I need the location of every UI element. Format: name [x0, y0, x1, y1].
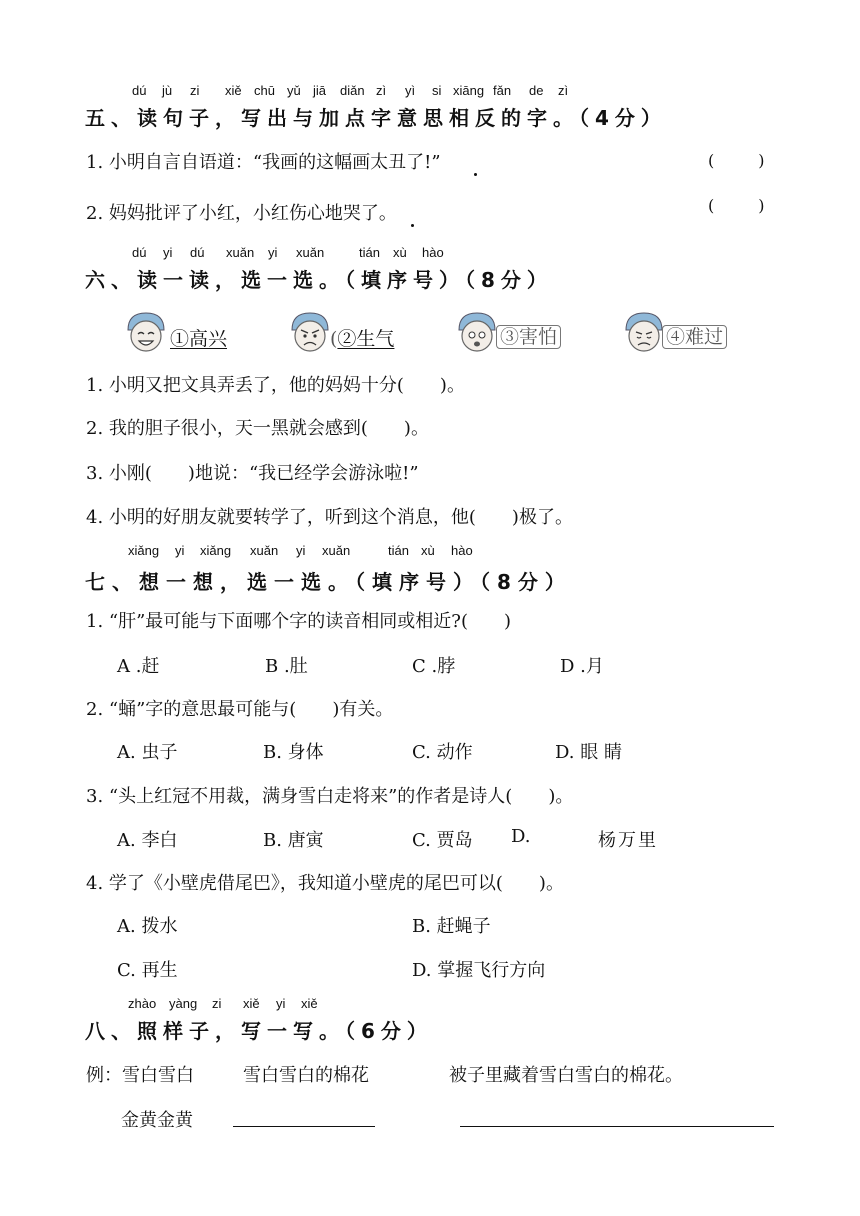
section6-heading: 六、读一读，选一选。（填序号）（8分）	[85, 268, 553, 292]
pinyin-syllable: hào	[451, 543, 473, 558]
section6-pinyin	[0, 245, 860, 261]
scared-face-icon	[455, 310, 499, 354]
s7-q4-option-b[interactable]: B. 赶蝇子	[412, 916, 491, 937]
s7-question-3: 3. “头上红冠不用裁，满身雪白走将来”的作者是诗人( )。	[86, 786, 574, 807]
pinyin-syllable: xiāng	[453, 83, 485, 98]
pinyin-syllable: xiě	[243, 996, 260, 1011]
pinyin-syllable: jù	[162, 83, 173, 98]
s7-q3-option-d-text: 杨万里	[598, 830, 658, 851]
s7-q2-option-b[interactable]: B. 身体	[263, 742, 324, 763]
section8-heading: 八、照样子，写一写。（6分）	[85, 1019, 433, 1043]
pinyin-syllable: yi	[163, 245, 173, 260]
pinyin-syllable: xù	[421, 543, 435, 558]
emotion-text: ①高兴	[170, 328, 228, 350]
pinyin-syllable: yǔ	[287, 83, 301, 98]
pinyin-syllable: xiě	[301, 996, 318, 1011]
s7-q3-option-d[interactable]: D.	[511, 826, 531, 847]
angry-face-icon	[288, 310, 332, 354]
pinyin-syllable: tián	[359, 245, 380, 260]
pinyin-syllable: chū	[254, 83, 275, 98]
pinyin-syllable: xiě	[225, 83, 242, 98]
s7-q2-option-a[interactable]: A. 虫子	[117, 742, 178, 763]
pinyin-syllable: dú	[132, 83, 147, 98]
section5-heading: 五、读句子，写出与加点字意思相反的字。（4分）	[85, 106, 667, 130]
pinyin-syllable: yi	[276, 996, 286, 1011]
s7-q3-option-c[interactable]: C. 贾岛	[412, 830, 473, 851]
pinyin-syllable: zì	[376, 83, 387, 98]
s5-question-2: 2. 妈妈批评了小红，小红伤心地哭了。	[86, 203, 397, 224]
s7-question-4: 4. 学了《小壁虎借尾巴》，我知道小壁虎的尾巴可以( )。	[86, 873, 564, 894]
s7-q2-option-d[interactable]: D. 眼 睛	[555, 742, 622, 763]
pinyin-syllable: yi	[175, 543, 185, 558]
pinyin-syllable: fǎn	[493, 83, 512, 98]
pinyin-syllable: xuǎn	[322, 543, 351, 558]
s7-question-2: 2. “蛹”字的意思最可能与( )有关。	[86, 699, 394, 720]
pinyin-syllable: yi	[268, 245, 278, 260]
emotion-label-scared	[496, 322, 561, 349]
emphasis-dot	[411, 224, 414, 227]
s7-q4-option-d[interactable]: D. 掌握飞行方向	[412, 960, 546, 981]
pinyin-syllable: hào	[422, 245, 444, 260]
s5-answer-blank-2[interactable]: ( )	[708, 196, 769, 215]
pinyin-syllable: tián	[388, 543, 409, 558]
happy-face-icon	[124, 310, 168, 354]
s6-question-3: 3. 小刚( )地说：“我已经学会游泳啦!”	[86, 463, 419, 484]
s6-question-1: 1. 小明又把文具弄丢了，他的妈妈十分( )。	[86, 375, 465, 396]
emotion-label-sad	[662, 322, 727, 349]
pinyin-syllable: zì	[558, 83, 569, 98]
emotion-text: ②生气	[337, 328, 395, 350]
s7-q4-option-c[interactable]: C. 再生	[117, 960, 178, 981]
pinyin-syllable: yì	[405, 83, 416, 98]
emotion-label-happy	[170, 324, 227, 351]
s5-question-1: 1. 小明自言自语道：“我画的这幅画太丑了!”	[86, 152, 441, 173]
pinyin-syllable: dú	[190, 245, 205, 260]
s7-q1-option-d[interactable]: D .月	[560, 656, 604, 677]
s7-q3-option-a[interactable]: A. 李白	[117, 830, 178, 851]
pinyin-syllable: zhào	[128, 996, 157, 1011]
s7-q1-option-c[interactable]: C .脖	[412, 656, 456, 677]
section8-pinyin	[0, 996, 860, 1012]
pinyin-syllable: xiǎng	[200, 543, 232, 558]
s5-answer-blank-1[interactable]: ( )	[708, 151, 769, 170]
s7-q3-option-b[interactable]: B. 唐寅	[263, 830, 324, 851]
pinyin-syllable: si	[432, 83, 442, 98]
pinyin-syllable: diǎn	[340, 83, 365, 98]
pinyin-syllable: xuǎn	[250, 543, 279, 558]
section5-pinyin	[0, 83, 860, 99]
sentence-answer-line[interactable]	[460, 1126, 774, 1127]
pinyin-syllable: yi	[296, 543, 306, 558]
pinyin-syllable: xiǎng	[128, 543, 160, 558]
s6-question-4: 4. 小明的好朋友就要转学了，听到这个消息，他( )极了。	[86, 507, 573, 528]
example-sentence: 被子里藏着雪白雪白的棉花。	[449, 1065, 683, 1086]
pinyin-syllable: zi	[190, 83, 200, 98]
s7-q2-option-c[interactable]: C. 动作	[412, 742, 473, 763]
s7-q1-option-a[interactable]: A .赶	[117, 656, 160, 677]
emotion-text: ③害怕	[496, 325, 561, 349]
s7-q4-option-a[interactable]: A. 拨水	[117, 916, 178, 937]
example-word: 例：雪白雪白	[86, 1065, 194, 1086]
pinyin-syllable: yàng	[169, 996, 198, 1011]
emphasis-dot	[474, 173, 477, 176]
pinyin-syllable: xuǎn	[226, 245, 255, 260]
emotion-text: ④难过	[662, 325, 727, 349]
example-phrase: 雪白雪白的棉花	[243, 1065, 369, 1086]
emotion-label-angry: (②生气	[330, 328, 395, 350]
s6-question-2: 2. 我的胆子很小，天一黑就会感到( )。	[86, 418, 429, 439]
section7-pinyin	[0, 543, 860, 559]
pinyin-syllable: jiā	[313, 83, 327, 98]
pinyin-syllable: dú	[132, 245, 147, 260]
section7-heading: 七、想一想，选一选。（填序号）（8分）	[85, 570, 572, 594]
sad-face-icon	[622, 310, 666, 354]
s7-q1-option-b[interactable]: B .肚	[265, 656, 308, 677]
pinyin-syllable: de	[529, 83, 544, 98]
pinyin-syllable: xù	[393, 245, 407, 260]
prompt-word: 金黄金黄	[121, 1110, 193, 1131]
pinyin-syllable: xuǎn	[296, 245, 325, 260]
phrase-answer-line[interactable]	[233, 1126, 375, 1127]
s7-question-1: 1. “肝”最可能与下面哪个字的读音相同或相近?( )	[86, 611, 511, 632]
pinyin-syllable: zi	[212, 996, 222, 1011]
